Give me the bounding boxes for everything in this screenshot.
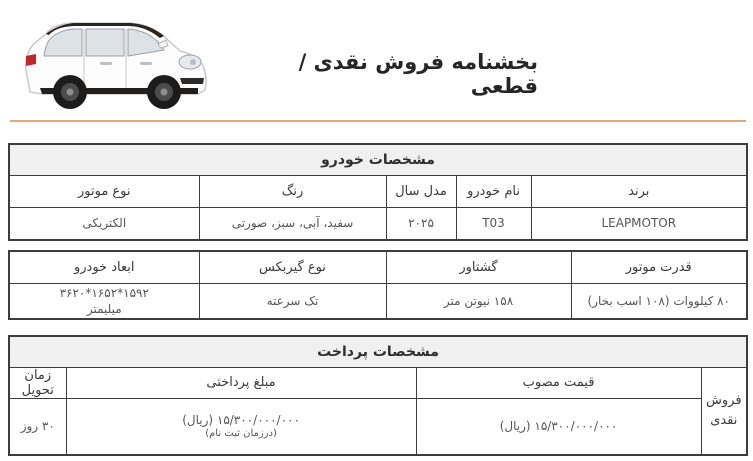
col-approved-price: قیمت مصوب (416, 367, 701, 398)
col-color: رنگ (199, 175, 386, 207)
col-engine-power: قدرت موتور (571, 251, 747, 283)
col-model-year: مدل سال (386, 175, 456, 207)
technical-spec-table (8, 250, 748, 320)
value-dimensions (9, 283, 199, 319)
dimensions-unit: میلیمتر (86, 301, 122, 316)
payment-section-title: مشخصات پرداخت (9, 336, 747, 367)
page-title: بخشنامه فروش نقدی / قطعی (298, 50, 538, 98)
value-color: سفید، آبی، سبز، صورتی (199, 207, 386, 240)
taillight (26, 54, 36, 66)
value-car-name: T03 (456, 207, 531, 240)
col-car-name: نام خودرو (456, 175, 531, 207)
col-delivery-time: زمان تحویل (9, 367, 66, 398)
value-model-year: ۲۰۲۵ (386, 207, 456, 240)
col-payment-amount: مبلغ پرداختی (66, 367, 416, 398)
value-engine-type: الکتریکی (9, 207, 199, 240)
value-delivery-time: ۳۰ روز (9, 398, 66, 455)
vehicle-spec-table (8, 143, 748, 241)
sale-type-label: فروش نقدی (701, 367, 747, 455)
orange-divider (10, 120, 746, 122)
col-torque: گشتاور (386, 251, 571, 283)
payment-spec-table (8, 335, 748, 456)
dimensions-number: ۳۶۲۰*۱۶۵۲*۱۵۹۲ (59, 285, 149, 300)
payment-amount-number: ۱۵/۳۰۰/۰۰۰/۰۰۰ (ریال) (182, 412, 300, 427)
car-photo (12, 4, 210, 116)
col-engine-type: نوع موتور (9, 175, 199, 207)
value-brand: LEAPMOTOR (531, 207, 747, 240)
value-torque: ۱۵۸ نیوتن متر (386, 283, 571, 319)
payment-amount-note: (درزمان ثبت نام) (205, 427, 277, 439)
value-approved-price: ۱۵/۳۰۰/۰۰۰/۰۰۰ (ریال) (416, 398, 701, 455)
col-brand: برند (531, 175, 747, 207)
value-gearbox: تک سرعته (199, 283, 386, 319)
col-gearbox: نوع گیربکس (199, 251, 386, 283)
value-engine-power: ۸۰ کیلووات (۱۰۸ اسب بخار) (571, 283, 747, 319)
col-dimensions: ابعاد خودرو (9, 251, 199, 283)
car-illustration (12, 4, 210, 116)
vehicle-section-title: مشخصات خودرو (9, 144, 747, 175)
value-payment-amount (66, 398, 416, 455)
